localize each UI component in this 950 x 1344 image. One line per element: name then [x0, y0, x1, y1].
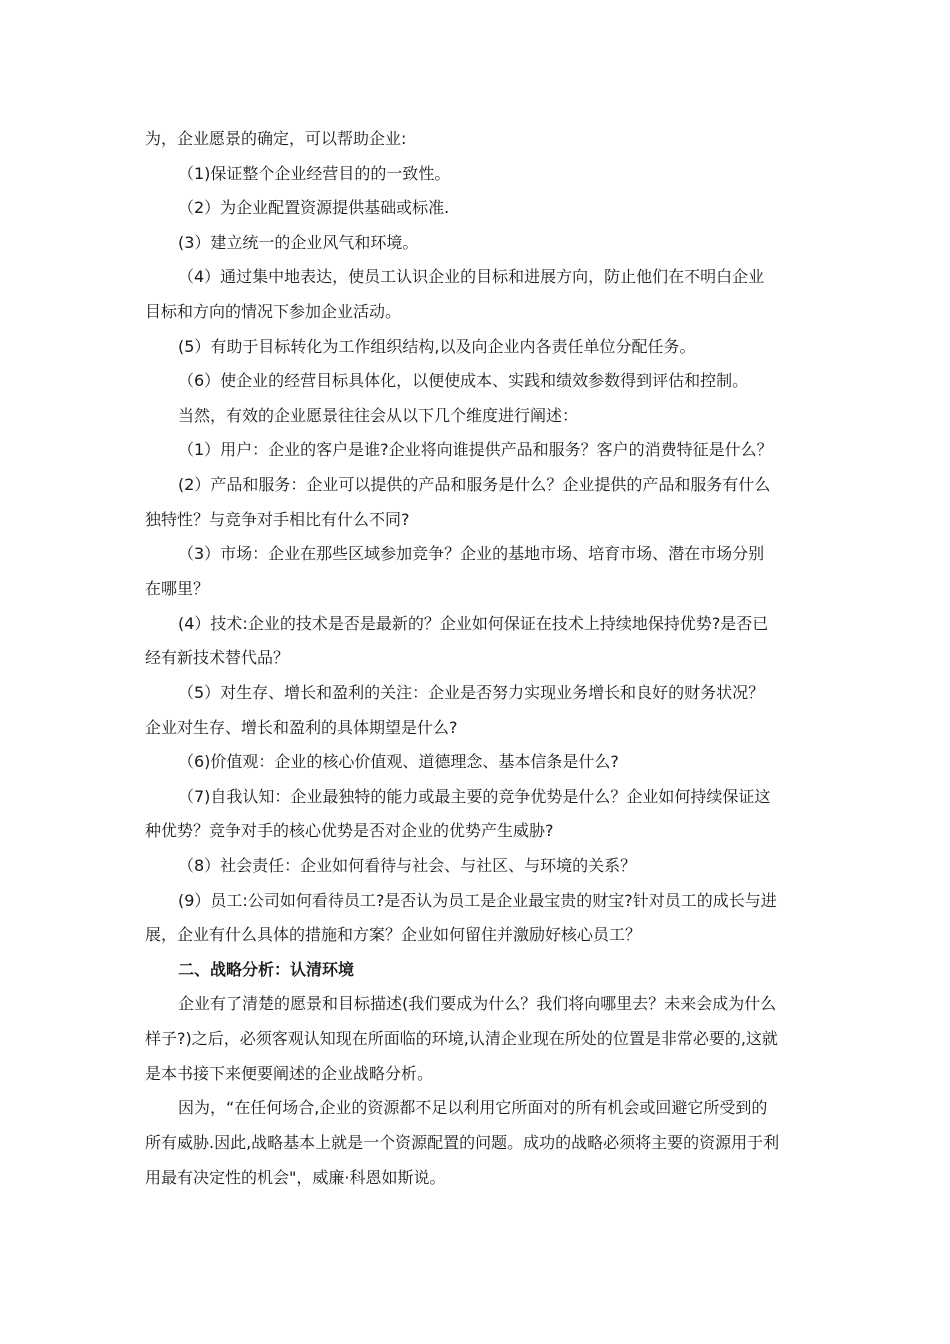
text-line: 是本书接下来便要阐述的企业战略分析。 — [145, 1064, 434, 1083]
text-line: 目标和方向的情况下参加企业活动。 — [145, 302, 402, 321]
text-line: (5）有助于目标转化为工作组织结构,以及向企业内各责任单位分配任务。 — [178, 337, 696, 356]
text-line: （8）社会责任：企业如何看待与社会、与社区、与环境的关系？ — [178, 856, 637, 875]
text-line: 展，企业有什么具体的措施和方案？企业如何留住并激励好核心员工？ — [145, 925, 642, 944]
section-heading: 二、战略分析：认清环境 — [178, 960, 355, 979]
text-line: （1)保证整个企业经营目的的一致性。 — [178, 164, 451, 183]
text-line: （6)价值观：企业的核心价值观、道德理念、基本信条是什么? — [178, 752, 619, 771]
text-line: （5）对生存、增长和盈利的关注：企业是否努力实现业务增长和良好的财务状况？ — [178, 683, 765, 702]
text-line: 为，企业愿景的确定，可以帮助企业: — [145, 129, 407, 148]
text-line: （6）使企业的经营目标具体化，以便使成本、实践和绩效参数得到评估和控制。 — [178, 371, 749, 390]
text-line: (9）员工:公司如何看待员工?是否认为员工是企业最宝贵的财宝?针对员工的成长与进 — [178, 891, 777, 910]
text-line: (2）产品和服务：企业可以提供的产品和服务是什么？企业提供的产品和服务有什么 — [178, 475, 771, 494]
text-line: 用最有决定性的机会"，威廉·科恩如斯说。 — [145, 1168, 446, 1187]
text-line: （3）市场：企业在那些区域参加竞争？企业的基地市场、培育市场、潜在市场分别 — [178, 544, 765, 563]
text-line: 种优势？竞争对手的核心优势是否对企业的优势产生威胁? — [145, 821, 554, 840]
text-line: （2）为企业配置资源提供基础或标准. — [178, 198, 450, 217]
text-line: （7)自我认知：企业最独特的能力或最主要的竞争优势是什么？企业如何持续保证这 — [178, 787, 771, 806]
text-line: (4）技术:企业的技术是否是最新的？企业如何保证在技术上持续地保持优势?是否已 — [178, 614, 769, 633]
text-line: 在哪里？ — [145, 579, 210, 598]
text-line: 经有新技术替代品？ — [145, 648, 290, 667]
text-line: 样子?)之后，必须客观认知现在所面临的环境,认清企业现在所处的位置是非常必要的,这就 — [145, 1029, 778, 1048]
text-line: （1）用户：企业的客户是谁?企业将向谁提供产品和服务？客户的消费特征是什么？ — [178, 440, 773, 459]
text-line: 因为，“在任何场合,企业的资源都不足以利用它所面对的所有机会或回避它所受到的 — [178, 1098, 768, 1117]
text-line: （4）通过集中地表达，使员工认识企业的目标和进展方向，防止他们在不明白企业 — [178, 267, 765, 286]
text-line: 所有威胁.因此,战略基本上就是一个资源配置的问题。成功的战略必须将主要的资源用于利 — [145, 1133, 780, 1152]
text-line: 企业有了清楚的愿景和目标描述(我们要成为什么？我们将向哪里去？未来会成为什么 — [178, 994, 777, 1013]
text-line: 企业对生存、增长和盈利的具体期望是什么? — [145, 718, 458, 737]
text-line: (3）建立统一的企业风气和环境。 — [178, 233, 419, 252]
text-line: 独特性？与竞争对手相比有什么不同? — [145, 510, 410, 529]
text-line: 当然，有效的企业愿景往往会从以下几个维度进行阐述： — [178, 406, 579, 425]
